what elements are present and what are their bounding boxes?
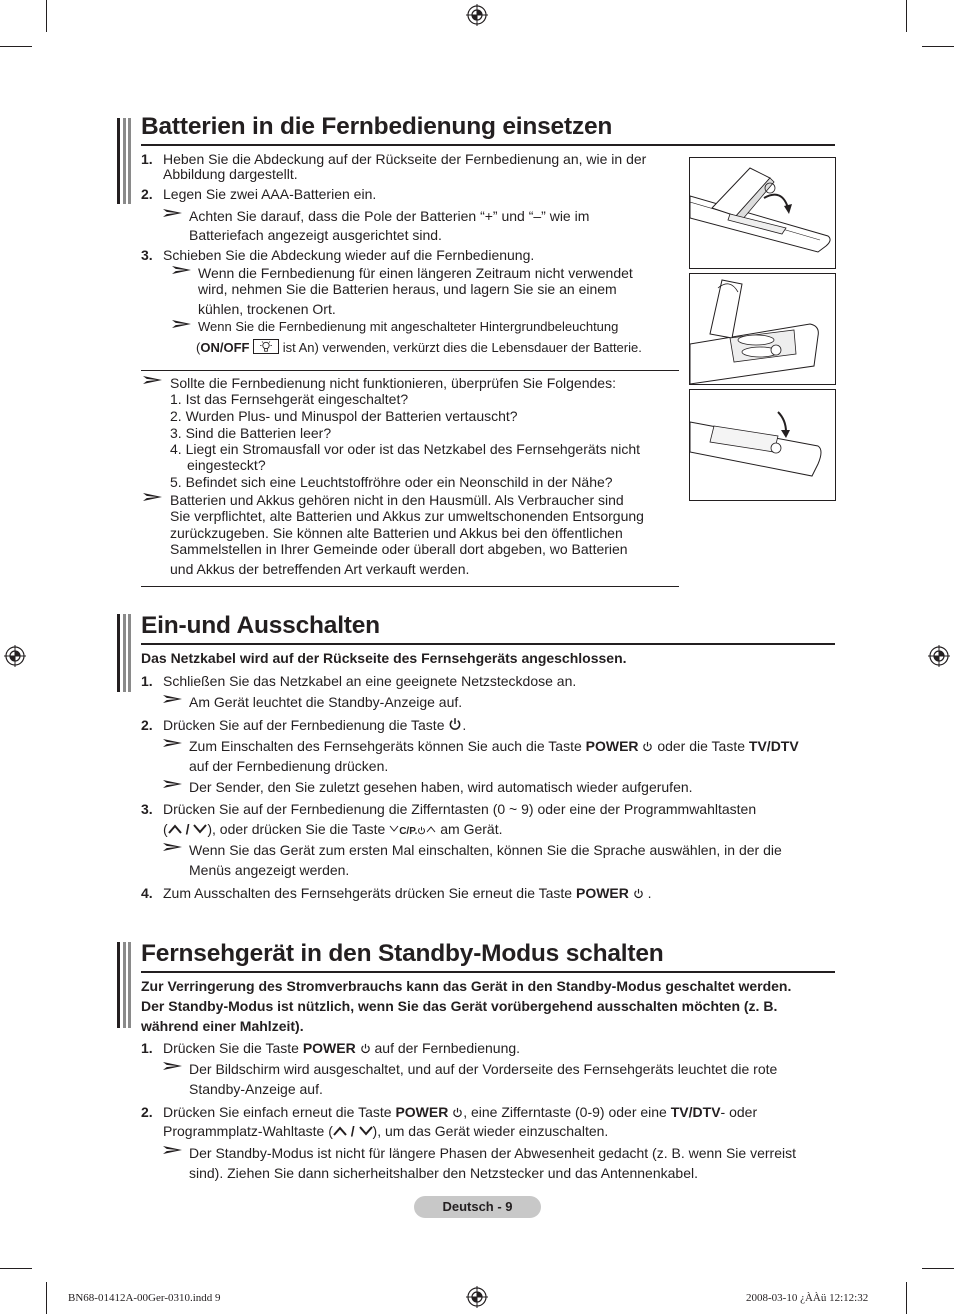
registration-mark-icon [466,4,488,26]
intro-text: Zur Verringerung des Stromverbrauchs kann das Gerät in den Standby-Modus geschaltet werden. [141,978,792,994]
note-arrow-icon [172,265,192,275]
list-item: 4. Liegt ein Stromausfall vor oder ist das Netzkabel des Fernsehgeräts nicht [170,441,641,457]
on-off-key-label: ON/OFF [200,340,250,355]
section-bar [117,942,120,1028]
step-text: Drücken Sie die Taste POWER auf der Fernbedienung. [163,1040,521,1056]
note-text: Sollte die Fernbedienung nicht funktionieren, überprüfen Sie Folgendes: [170,375,616,391]
section-bar [123,118,126,204]
note-arrow-icon [172,319,192,329]
footer-file-info: BN68-01412A-00Ger-0310.indd 9 [68,1292,221,1304]
step-number: 1. [141,151,153,167]
section-bar [123,942,126,1028]
section-title: Fernsehgerät in den Standby-Modus schalten [141,940,664,967]
step-number: 2. [141,186,153,202]
note-text: auf der Fernbedienung drücken. [189,758,389,774]
note-arrow-icon [163,208,183,218]
note-text: Der Bildschirm wird ausgeschaltet, und auf der Vorderseite des Fernsehgeräts leuchtet die rote [189,1061,778,1077]
note-text: Zum Einschalten des Fernsehgeräts können Sie auch die Taste POWER oder die Taste TV/DTV [189,738,799,754]
step-number: 1. [141,1040,153,1056]
crop-mark [922,1268,954,1269]
note-text: (ON/OFF ist An) verwenden, verkürzt dies die Lebensdauer der Batterie. [196,340,642,355]
chevron-up-icon [426,825,436,833]
chevron-up-icon [168,824,182,834]
chevron-down-icon [389,825,399,833]
note-text: Batteriefach angezeigt ausgerichtet sind. [189,227,442,243]
note-text: Der Standby-Modus ist nicht für längere Phasen der Abwesenheit gedacht (z. B. wenn Sie verreist [189,1145,796,1161]
note-text: zurückzugeben. Sie können alte Batterien und Akkus bei den öffentlichen [170,525,623,541]
power-icon [448,717,462,731]
note-text: Der Sender, den Sie zuletzt gesehen haben, wird automatisch wieder aufgerufen. [189,779,693,795]
step-text: Zum Ausschalten des Fernsehgeräts drücken Sie erneut die Taste POWER . [163,885,652,901]
note-text: Wenn die Fernbedienung für einen längeren Zeitraum nicht verwendet [198,265,633,281]
note-arrow-icon [143,375,163,385]
power-icon [633,888,644,899]
step-number: 1. [141,673,153,689]
crop-mark [906,1282,907,1314]
note-text: Standby-Anzeige auf. [189,1081,323,1097]
note-text: kühlen, trockenen Ort. [198,301,336,317]
step-text: Legen Sie zwei AAA-Batterien ein. [163,186,377,202]
chevron-down-icon [359,1126,373,1136]
step-text: Drücken Sie einfach erneut die Taste POWER , eine Zifferntaste (0-9) oder eine TV/DTV- oder [163,1104,758,1120]
step-text: ( / ), oder drücken Sie die Taste C/P. am Gerät. [163,821,503,837]
note-text: Menüs angezeigt werden. [189,862,350,878]
step-text: Drücken Sie auf der Fernbedienung die Zifferntasten (0 ~ 9) oder eine der Programmwahltasten [163,801,757,817]
registration-mark-icon [4,645,26,667]
section-bar [128,118,131,204]
crop-mark [922,46,954,47]
step-number: 2. [141,1104,153,1120]
registration-mark-icon [928,645,950,667]
step-text: Heben Sie die Abdeckung auf der Rückseite der Fernbedienung an, wie in der [163,151,647,167]
crop-mark [46,0,47,32]
power-icon [417,826,426,835]
list-item: eingesteckt? [187,457,266,473]
note-text: Am Gerät leuchtet die Standby-Anzeige auf. [189,694,463,710]
note-text: Sie verpflichtet, alte Batterien und Akkus zur umweltschonenden Entsorgung [170,508,644,524]
step-number: 2. [141,717,153,733]
power-icon [452,1107,463,1118]
note-arrow-icon [163,779,183,789]
list-item: 1. Ist das Fernsehgerät eingeschaltet? [170,391,409,407]
step-text: Abbildung dargestellt. [163,166,298,182]
power-icon [642,741,653,752]
section-rule [141,971,835,973]
crop-mark [906,0,907,32]
chevron-down-icon [193,824,207,834]
step-number: 4. [141,885,153,901]
note-arrow-icon [163,694,183,704]
list-item: 3. Sind die Batterien leer? [170,425,332,441]
step-text: Programmplatz-Wahltaste ( / ), um das Gerät wieder einzuschalten. [163,1123,609,1139]
crop-mark [0,1268,32,1269]
step-text: Schließen Sie das Netzkabel an eine geeignete Netzsteckdose an. [163,673,577,689]
list-item: 2. Wurden Plus- und Minuspol der Batterien vertauscht? [170,408,518,424]
divider [141,586,679,587]
note-text: Wenn Sie das Gerät zum ersten Mal einschalten, können Sie die Sprache auswählen, in der die [189,842,782,858]
intro-text: Das Netzkabel wird auf der Rückseite des Fernsehgeräts angeschlossen. [141,650,627,666]
section-bar [117,614,120,692]
note-text: sind). Ziehen Sie dann sicherheitshalber den Netzstecker und das Antennenkabel. [189,1165,698,1181]
list-item: 5. Befindet sich eine Leuchtstoffröhre oder ein Neonschild in der Nähe? [170,474,613,490]
intro-text: während einer Mahlzeit). [141,1018,304,1034]
note-text: Batterien und Akkus gehören nicht in den Hausmüll. Als Verbraucher sind [170,492,624,508]
intro-text: Der Standby-Modus ist nützlich, wenn Sie das Gerät vorübergehend ausschalten möchten (z. B. [141,998,778,1014]
section-rule [141,144,835,146]
note-text: Sammelstellen in Ihrer Gemeinde oder überall dort abgeben, wo Batterien [170,541,628,557]
footer-timestamp: 2008-03-10 ¿ÀÀü 12:12:32 [746,1292,869,1304]
cp-key-label: C/P. [399,826,418,837]
note-text: Achten Sie darauf, dass die Pole der Batterien “+” und “–” wie im [189,208,590,224]
registration-mark-icon [466,1286,488,1308]
section-bar [128,614,131,692]
note-text: wird, nehmen Sie die Batterien heraus, und lagern Sie sie an einem [198,281,617,297]
divider [141,370,679,371]
note-arrow-icon [163,738,183,748]
step-text: Schieben Sie die Abdeckung wieder auf die Fernbedienung. [163,247,535,263]
note-arrow-icon [163,1145,183,1155]
page-number: Deutsch - 9 [442,1199,513,1214]
step-number: 3. [141,247,153,263]
power-icon [360,1043,371,1054]
light-bulb-icon [253,339,279,354]
crop-mark [46,1282,47,1314]
section-rule [141,643,835,645]
section-bar [128,942,131,1028]
step-number: 3. [141,801,153,817]
section-bar [123,614,126,692]
chevron-up-icon [333,1126,347,1136]
step-text: Drücken Sie auf der Fernbedienung die Taste . [163,717,467,733]
crop-mark [0,46,32,47]
section-bar [117,118,120,204]
note-arrow-icon [163,842,183,852]
section-title: Ein-und Ausschalten [141,612,380,639]
remote-illustration-open-cover [689,157,836,269]
remote-illustration-close-cover [689,389,836,501]
remote-illustration-batteries [689,273,836,385]
note-arrow-icon [143,492,163,502]
note-text: und Akkus der betreffenden Art verkauft werden. [170,561,470,577]
note-arrow-icon [163,1061,183,1071]
section-title: Batterien in die Fernbedienung einsetzen [141,113,613,140]
note-text: Wenn Sie die Fernbedienung mit angeschalteter Hintergrundbeleuchtung [198,319,619,334]
